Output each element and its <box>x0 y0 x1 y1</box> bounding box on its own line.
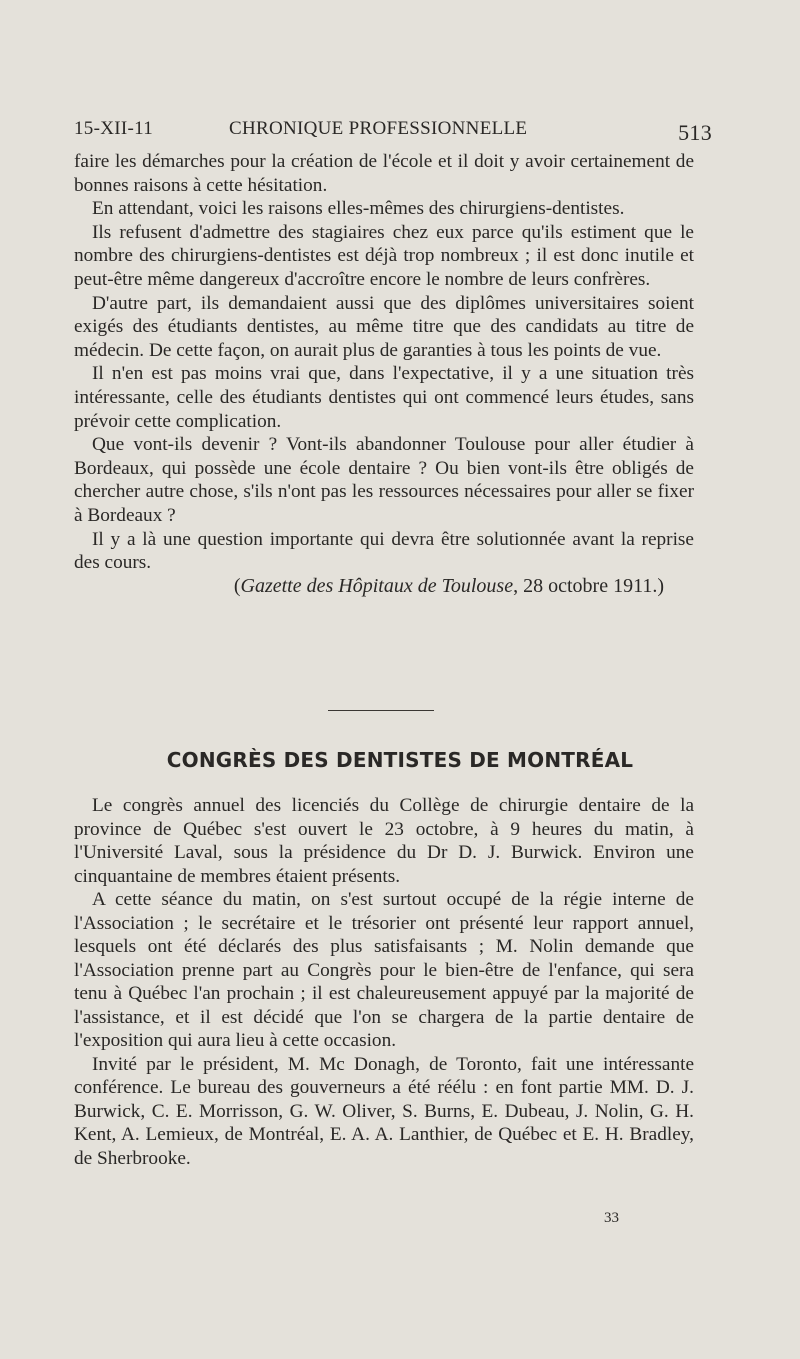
header-date: 15-XII-11 <box>74 118 154 139</box>
article-bottom <box>74 794 694 1170</box>
paragraph: En attendant, voici les raisons elles-mêmes des chirurgiens-dentistes. <box>92 198 625 220</box>
paragraph: Il y a là une question importante qui devra être solutionnée avant la reprise des cours. <box>74 528 694 574</box>
paragraph: A cette séance du matin, on s'est surtout occupé de la régie interne de l'Association ; le secrétaire et le trésorier ont présenté leur rapport annuel, lesquels ont été déclarés des plus satisfaisants ; M. Nolin demande que l'Association prenne part au Congrès pour le bien-être de l'enfance, qui sera tenu à Québec l'an prochain ; il est chaleureusement appuyé par la majorité de l'assistance, et il est décidé que l'on se chargera de la partie dentaire de l'exposition qui aura lieu à cette occasion. <box>74 889 694 1051</box>
paragraph: Le congrès annuel des licenciés du Collège de chirurgie dentaire de la province de Québec s'est ouvert le 23 octobre, à 9 heures du matin, à l'Université Laval, sous la présidence du Dr D. J. Burwick. Environ une cinquantaine de membres étaient présents. <box>74 795 694 887</box>
paragraph: Il n'en est pas moins vrai que, dans l'expectative, il y a une situation très intéressante, celle des étudiants dentistes qui ont commencé leurs études, sans prévoir cette complication. <box>74 363 694 432</box>
paragraph: faire les démarches pour la création de l'école et il doit y avoir certainement de bonnes raisons à cette hésitation. <box>74 151 694 196</box>
article-top <box>74 150 694 598</box>
page-number: 513 <box>678 120 712 145</box>
paragraph: Ils refusent d'admettre des stagiaires chez eux parce qu'ils estiment que le nombre des chirurgiens-dentistes est déjà trop nombreux ; il est donc inutile et peut-être même dangereux d'accroître encore le nombre de leurs confrères. <box>74 221 694 290</box>
citation-date: , 28 octobre 1911. <box>513 574 658 597</box>
citation-source: Gazette des Hôpitaux de Toulouse <box>240 574 514 597</box>
paragraph: Que vont-ils devenir ? Vont-ils abandonner Toulouse pour aller étudier à Bordeaux, qui possède une école dentaire ? Ou bien vont-ils être obligés de chercher autre chose, s'ils n'ont pas les ressources nécessaires pour aller se fixer à Bordeaux ? <box>74 434 694 526</box>
signature-mark: 33 <box>604 1210 619 1226</box>
citation: (Gazette des Hôpitaux de Toulouse, 28 octobre 1911.) <box>233 574 664 597</box>
paragraph: Invité par le président, M. Mc Donagh, de Toronto, fait une intéressante conférence. Le bureau des gouverneurs a été réélu : en font partie MM. D. J. Burwick, C. E. Morrisson, G. W. Oliver, S. Burns, E. Dubeau, J. Nolin, G. H. Kent, A. Lemieux, de Montréal, E. A. A. Lanthier, de Québec et E. H. Bradley, de Sherbrooke. <box>74 1053 694 1169</box>
paragraph: D'autre part, ils demandaient aussi que des diplômes universitaires soient exigés des étudiants dentistes, au même titre que des candidats au titre de médecin. De cette façon, on aurait plus de garanties à tous les points de vue. <box>74 292 694 361</box>
section-heading: CONGRÈS DES DENTISTES DE MONTRÉAL <box>166 748 634 772</box>
header-title: CHRONIQUE PROFESSIONNELLE <box>229 118 528 139</box>
section-divider <box>328 710 434 711</box>
